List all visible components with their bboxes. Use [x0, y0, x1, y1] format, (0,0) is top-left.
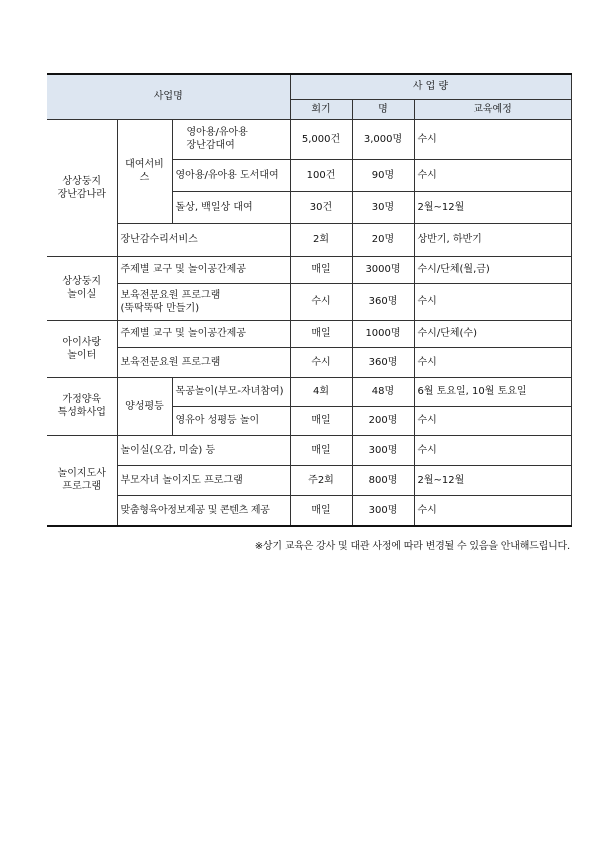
row-people: 30명 [352, 191, 414, 223]
row-sessions: 30건 [290, 191, 352, 223]
row-schedule: 2월~12월 [414, 191, 571, 223]
header-business-name: 사업명 [47, 74, 290, 119]
row-people: 360명 [352, 283, 414, 320]
table-row [47, 435, 571, 465]
table-row [47, 223, 571, 256]
row-schedule: 수시 [414, 283, 571, 320]
row-sessions: 매일 [290, 406, 352, 435]
section-title: 상상둥지 놀이실 [47, 256, 117, 320]
footnote: ※상기 교육은 강사 및 대관 사정에 따라 변경될 수 있음을 안내해드립니다. [254, 541, 570, 552]
row-sessions: 100건 [290, 159, 352, 191]
row-name: 장난감수리서비스 [117, 223, 290, 256]
row-sessions: 5,000건 [290, 119, 352, 159]
section-title: 상상둥지 장난감나라 [47, 119, 117, 256]
row-schedule: 수시/단체(월,금) [414, 256, 571, 283]
row-sessions: 매일 [290, 435, 352, 465]
row-name: 영아용/유아용 장난감대여 [172, 119, 290, 159]
row-schedule: 수시 [414, 435, 571, 465]
row-sessions: 주2회 [290, 465, 352, 495]
row-name: 돌상, 백일상 대여 [172, 191, 290, 223]
header-people: 명 [352, 99, 414, 119]
row-name: 영유아 성평등 놀이 [172, 406, 290, 435]
group-label: 양성평등 [117, 377, 172, 435]
row-people: 800명 [352, 465, 414, 495]
table-row [47, 495, 571, 526]
table-row [47, 283, 571, 320]
section-title: 놀이지도사 프로그램 [47, 435, 117, 526]
header-schedule: 교육예정 [414, 99, 571, 119]
row-people: 1000명 [352, 320, 414, 347]
table-row [47, 347, 571, 377]
row-sessions: 매일 [290, 320, 352, 347]
header-sessions: 회기 [290, 99, 352, 119]
row-name: 영아용/유아용 도서대여 [172, 159, 290, 191]
header-business-volume: 사 업 량 [290, 74, 571, 99]
row-name: 맞춤형육아정보제공 및 콘텐츠 제공 [117, 495, 290, 526]
row-schedule: 수시 [414, 406, 571, 435]
row-name: 주제별 교구 및 놀이공간제공 [117, 256, 290, 283]
row-schedule: 수시 [414, 495, 571, 526]
table-row [47, 465, 571, 495]
section-title: 가정양육 특성화사업 [47, 377, 117, 435]
table-row [47, 256, 571, 283]
row-name: 주제별 교구 및 놀이공간제공 [117, 320, 290, 347]
row-schedule: 상반기, 하반기 [414, 223, 571, 256]
row-sessions: 매일 [290, 495, 352, 526]
row-people: 360명 [352, 347, 414, 377]
row-sessions: 매일 [290, 256, 352, 283]
row-sessions: 수시 [290, 283, 352, 320]
table-row [47, 320, 571, 347]
program-table [47, 73, 572, 527]
row-people: 200명 [352, 406, 414, 435]
row-schedule: 수시 [414, 159, 571, 191]
table-row [47, 377, 571, 406]
row-people: 48명 [352, 377, 414, 406]
row-schedule: 6월 토요일, 10월 토요일 [414, 377, 571, 406]
row-people: 90명 [352, 159, 414, 191]
row-schedule: 수시/단체(수) [414, 320, 571, 347]
section-title: 아이사랑 놀이터 [47, 320, 117, 377]
group-label: 대여서비스 [117, 119, 172, 223]
row-name: 보육전문요원 프로그램 (뚝딱뚝딱 만들기) [117, 283, 290, 320]
row-people: 3000명 [352, 256, 414, 283]
row-sessions: 2회 [290, 223, 352, 256]
row-sessions: 수시 [290, 347, 352, 377]
table-row [47, 119, 571, 159]
row-schedule: 2월~12월 [414, 465, 571, 495]
row-name: 보육전문요원 프로그램 [117, 347, 290, 377]
row-schedule: 수시 [414, 119, 571, 159]
row-name: 부모자녀 놀이지도 프로그램 [117, 465, 290, 495]
row-sessions: 4회 [290, 377, 352, 406]
row-name: 목공놀이(부모-자녀참여) [172, 377, 290, 406]
row-people: 3,000명 [352, 119, 414, 159]
row-people: 300명 [352, 435, 414, 465]
row-name: 놀이실(오감, 미술) 등 [117, 435, 290, 465]
row-people: 20명 [352, 223, 414, 256]
row-people: 300명 [352, 495, 414, 526]
row-schedule: 수시 [414, 347, 571, 377]
